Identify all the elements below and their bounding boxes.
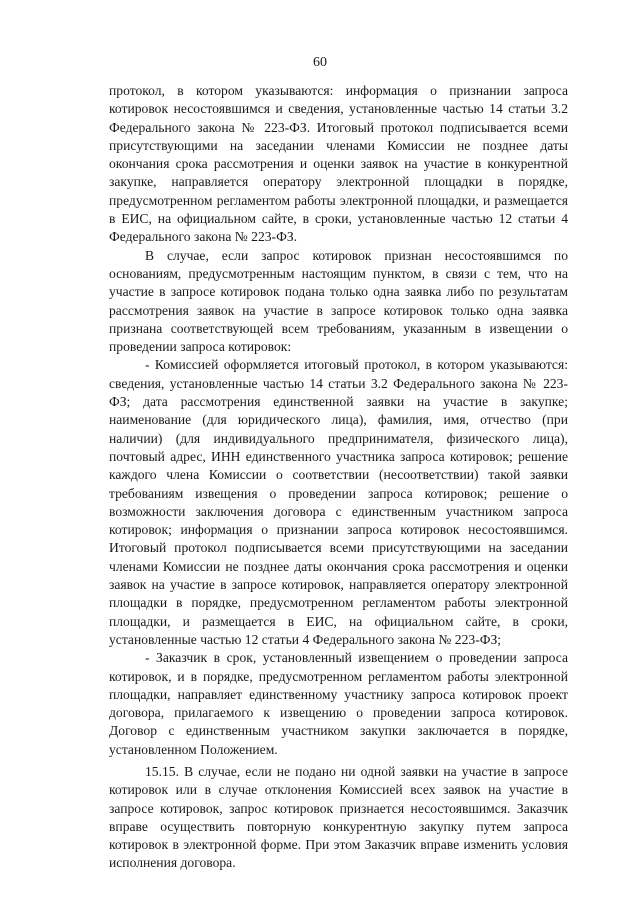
paragraph-commission-protocol: - Комиссией оформляется итоговый протокол, в котором указываются: сведения, установленные частью 14 статьи 3.2 Федерального закона № 223-ФЗ; дата рассмотрения единственной заявки на участие в закупке; наименование (для юридического лица), фамилия, имя, отчество (при наличии) (для индивидуального предпринимателя, физического лица), почтовый адрес, ИНН единственного участника запроса котировок; решение каждого члена Комиссии о соответствии (несоответствии) такой заявки требованиям извещения о проведении запроса котировок; решение о возможности заключения договора с единственным участником запроса котировок; информация о признании запроса котировок несостоявшимся. Итоговый протокол подписывается всеми присутствующими на заседании членами Комиссии не позднее даты окончания срока рассмотрения и оценки заявок на участие в запросе котировок, направляется оператору электронной площадки в порядке, предусмотренном регламентом работы электронной площадки, и размещается в ЕИС, на официальном сайте, в сроки, установленные частью 12 статьи 4 Федерального закона № 223-ФЗ; [109, 357, 568, 647]
paragraph-protocol-continuation: протокол, в котором указываются: информация о признании запроса котировок несостоявшимся и сведения, установленные частью 14 статьи 3.2 Федерального закона № 223-ФЗ. Итоговый протокол подписывается всеми присутствующими на заседании членами Комиссии не позднее даты окончания срока рассмотрения и оценки заявок на участие в конкурентной закупке, направляется оператору электронной площадки в порядке, предусмотренном регламентом работы электронной площадки, и размещается в ЕИС, на официальном сайте, в сроки, установленные частью 12 статьи 4 Федерального закона № 223-ФЗ. [109, 83, 568, 245]
paragraph-single-bid-case: В случае, если запрос котировок признан несостоявшимся по основаниям, предусмотренным настоящим пунктом, в связи с тем, что на участие в запросе котировок подана только одна заявка либо по результатам рассмотрения заявок на участие в запросе котировок только одна заявка признана соответствующей всем требованиям, указанным в извещении о проведении запроса котировок: [109, 247, 568, 355]
paragraph-clause-15-15: 15.15. В случае, если не подано ни одной заявки на участие в запросе котировок или в случае отклонения Комиссией всех заявок на участие в запросе котировок, запрос котировок признается несостоявшимся. Заказчик вправе осуществить повторную конкурентную закупку путем запроса котировок в электронной форме. При этом Заказчик вправе изменить условия исполнения договора. [109, 763, 568, 871]
paragraph-customer-contract: - Заказчик в срок, установленный извещением о проведении запроса котировок, и в порядке, предусмотренном регламентом работы электронной площадки, направляет единственному участнику запроса котировок проект договора, прилагаемого к извещению о проведении запроса котировок. Договор с единственным участником закупки заключается в порядке, установленном Положением. [109, 650, 568, 757]
page-number: 60 [313, 55, 327, 70]
document-body [109, 82, 568, 873]
